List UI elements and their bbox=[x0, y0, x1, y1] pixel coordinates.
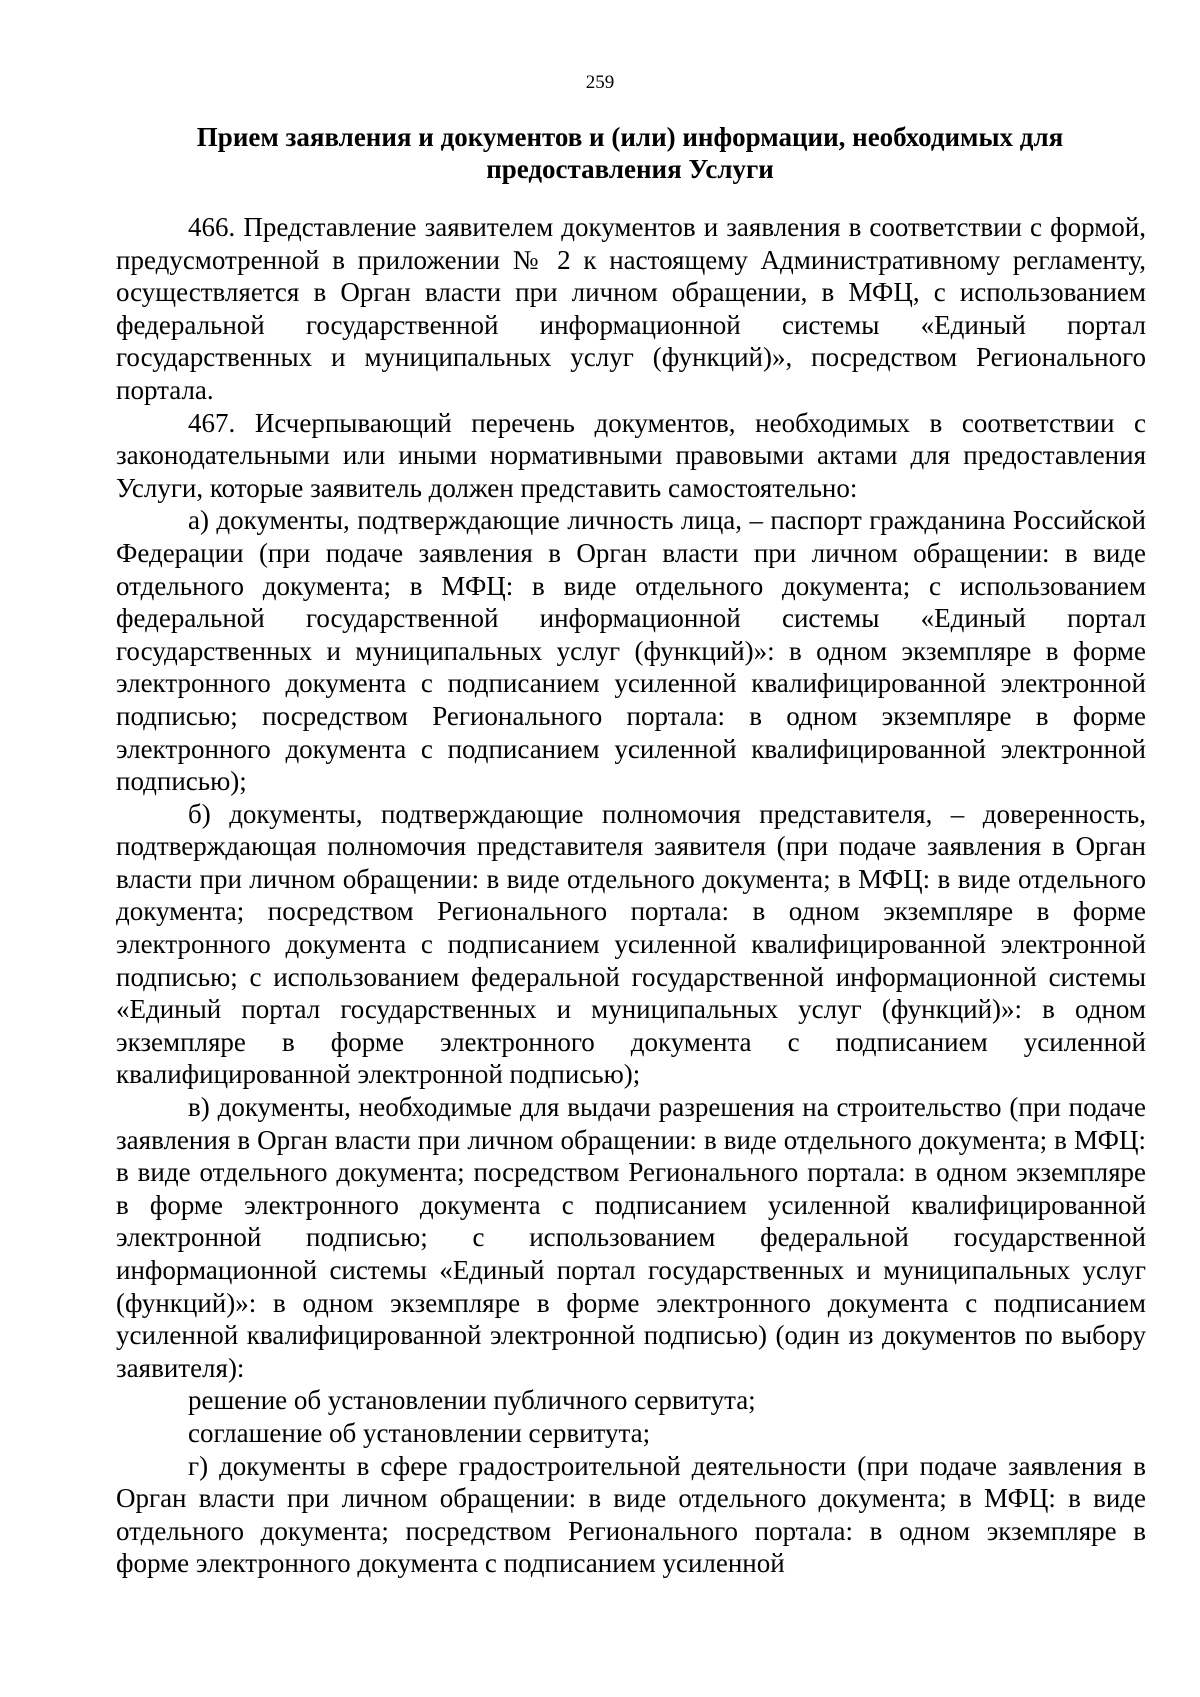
paragraph-item-g: г) документы в сфере градостроительной деятельности (при подаче заявления в Орган власти при личном обращении: в виде отдельного документа; в МФЦ: в виде отдельного документа; посредством Регионального портала: в одном экземпляре в форме электронного документа с подписанием усиленной bbox=[116, 1450, 1146, 1579]
paragraph-item-b: б) документы, подтверждающие полномочия представителя, – доверенность, подтверждающая полномочия представителя заявителя (при подаче заявления в Орган власти при личном обращении: в виде отдельного документа; в МФЦ: в виде отдельного документа; посредством Регионального портала: в одном экземпляре в форме электронного документа с подписанием усиленной квалифицированной электронной подписью; с использованием федеральной государственной информационной системы «Единый портал государственных и муниципальных услуг (функций)»: в одном экземпляре в форме электронного документа с подписанием усиленной квалифицированной электронной подписью); bbox=[116, 798, 1146, 1090]
section-heading: Прием заявления и документов и (или) информации, необходимых для предоставления Услуги bbox=[196, 122, 1064, 184]
paragraph-item-v: в) документы, необходимые для выдачи разрешения на строительство (при подаче заявления в Орган власти при личном обращении: в виде отдельного документа; в МФЦ: в виде отдельного документа; посредством Регионального портала: в одном экземпляре в форме электронного документа с подписанием усиленной квалифицированной электронной подписью; с использованием федеральной государственной информационной системы «Единый портал государственных и муниципальных услуг (функций)»: в одном экземпляре в форме электронного документа с подписанием усиленной квалифицированной электронной подписью) (один из документов по выбору заявителя): bbox=[116, 1092, 1146, 1383]
paragraph-servitude-agreement: соглашение об установлении сервитута; bbox=[188, 1417, 651, 1448]
paragraph-item-a: а) документы, подтверждающие личность лица, – паспорт гражданина Российской Федерации (при подаче заявления в Орган власти при личном обращении: в виде отдельного документа; в МФЦ: в виде отдельного документа; с использованием федеральной государственной информационной системы «Единый портал государственных и муниципальных услуг (функций)»: в одном экземпляре в форме электронного документа с подписанием усиленной квалифицированной электронной подписью; посредством Регионального портала: в одном экземпляре в форме электронного документа с подписанием усиленной квалифицированной электронной подписью); bbox=[116, 505, 1146, 797]
page-number: 259 bbox=[585, 72, 615, 93]
paragraph-public-servitude: решение об установлении публичного сервитута; bbox=[188, 1385, 756, 1416]
paragraph-467: 467. Исчерпывающий перечень документов, необходимых в соответствии с законодательными или иными нормативными правовыми актами для предоставления Услуги, которые заявитель должен представить самостоятельно: bbox=[116, 407, 1146, 503]
paragraph-466: 466. Представление заявителем документов и заявления в соответствии с формой, предусмотренной в приложении № 2 к настоящему Административному регламенту, осуществляется в Орган власти при личном обращении, в МФЦ, с использованием федеральной государственной информационной системы «Единый портал государственных и муниципальных услуг (функций)», посредством Регионального портала. bbox=[116, 212, 1146, 405]
document-body bbox=[116, 211, 1146, 1580]
